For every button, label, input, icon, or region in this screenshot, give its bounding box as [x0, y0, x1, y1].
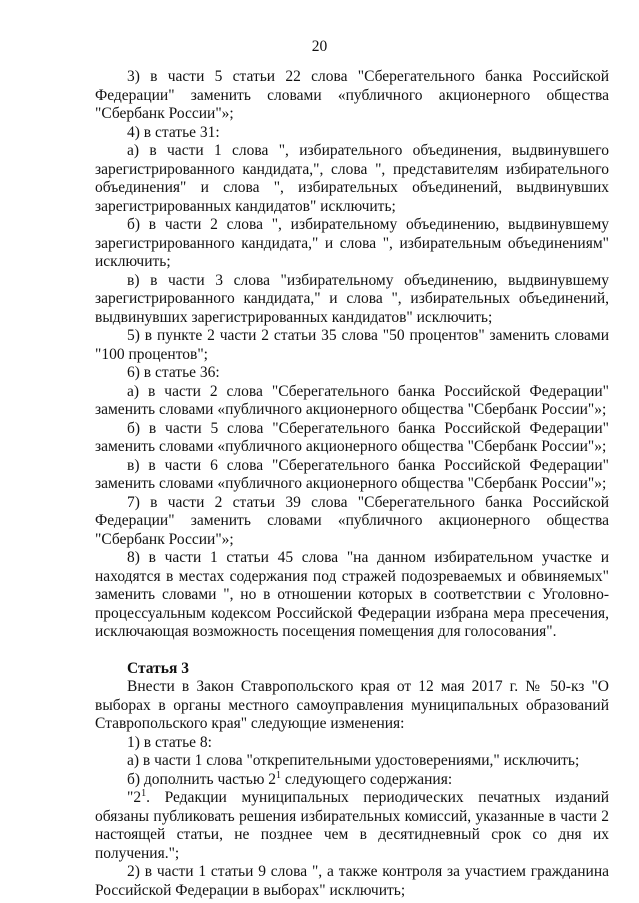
paragraph: в) в части 6 слова "Сберегательного банка Российской Федерации" заменить словами «публичного акционерного общества "Сбербанк России"»;: [95, 456, 609, 492]
text-run: "2: [127, 789, 142, 806]
page-number: 20: [311, 38, 328, 55]
paragraph: 6) в статье 36:: [127, 364, 220, 381]
paragraph: 3) в части 5 статьи 22 слова "Сберегательного банка Российской Федерации" заменить словами «публичного акционерного общества "Сбербанк России"»;: [95, 68, 609, 122]
paragraph: [95, 771, 609, 790]
text-run: б) дополнить частью 2: [127, 770, 277, 788]
superscript: 1: [276, 769, 282, 781]
paragraph: б) в части 5 слова "Сберегательного банка Российской Федерации" заменить словами «публичного акционерного общества "Сбербанк России"»;: [95, 419, 609, 455]
paragraph: 4) в статье 31:: [127, 123, 220, 141]
paragraph: 5) в пункте 2 части 2 статьи 35 слова "50 процентов" заменить словами "100 процентов";: [95, 327, 609, 363]
paragraph: 1) в статье 8:: [127, 733, 212, 751]
document-body: [95, 68, 609, 900]
paragraph: 2) в части 1 статьи 9 слова ", а также контроля за участием гражданина Российской Федерации в выборах" исключить;: [95, 863, 609, 899]
paragraph: 8) в части 1 статьи 45 слова "на данном избирательном участке и находятся в местах содержания под стражей подозреваемых и обвиняемых" заменить словами ", но в отношении которых в соответствии с Уголовно-процессуальным кодексом Российской Федерации избрана мера пресечения, исключающая возможность посещения помещения для голосования".: [95, 549, 609, 640]
paragraph: 7) в части 2 статьи 39 слова "Сберегательного банка Российской Федерации" заменить словами «публичного акционерного общества "Сбербанк России"»;: [95, 493, 609, 548]
article-intro: Внести в Закон Ставропольского края от 12 мая 2017 г. № 50-кз "О выборах в органы местного самоуправления муниципальных образований Ставропольского края" следующие изменения:: [95, 678, 609, 732]
paragraph: б) в части 2 слова ", избирательному объединению, выдвинувшему зарегистрированного кандидата," и слова ", избирательным объединениям" исключить;: [95, 216, 609, 270]
section-gap: [95, 642, 609, 660]
text-run: следующего содержания:: [281, 770, 453, 788]
superscript: 1: [141, 787, 147, 799]
quoted-paragraph: [95, 789, 609, 863]
paragraph: а) в части 2 слова "Сберегательного банка Российской Федерации" заменить словами «публичного акционерного общества "Сбербанк России"»;: [95, 382, 609, 418]
text-run: . Редакции муниципальных периодических печатных изданий обязаны публиковать решения избирательных комиссий, указанные в части 2 настоящей статьи, не позднее чем в десятидневный срок со дня их получения.";: [95, 789, 609, 862]
paragraph: а) в части 1 слова "открепительными удостоверениями," исключить;: [127, 752, 580, 769]
paragraph: а) в части 1 слова ", избирательного объединения, выдвинувшего зарегистрированного кандидата,", слова ", представителям избирательного объединения" и слова ", избирательных объединений, выдвинувших зарегистрированных кандидатов" исключить;: [95, 142, 609, 215]
paragraph: в) в части 3 слова "избирательному объединению, выдвинувшему зарегистрированного кандидата," и слова ", избирательных объединений, выдвинувших зарегистрированных кандидатов" исключить;: [95, 271, 609, 326]
article-heading: Статья 3: [127, 659, 189, 677]
